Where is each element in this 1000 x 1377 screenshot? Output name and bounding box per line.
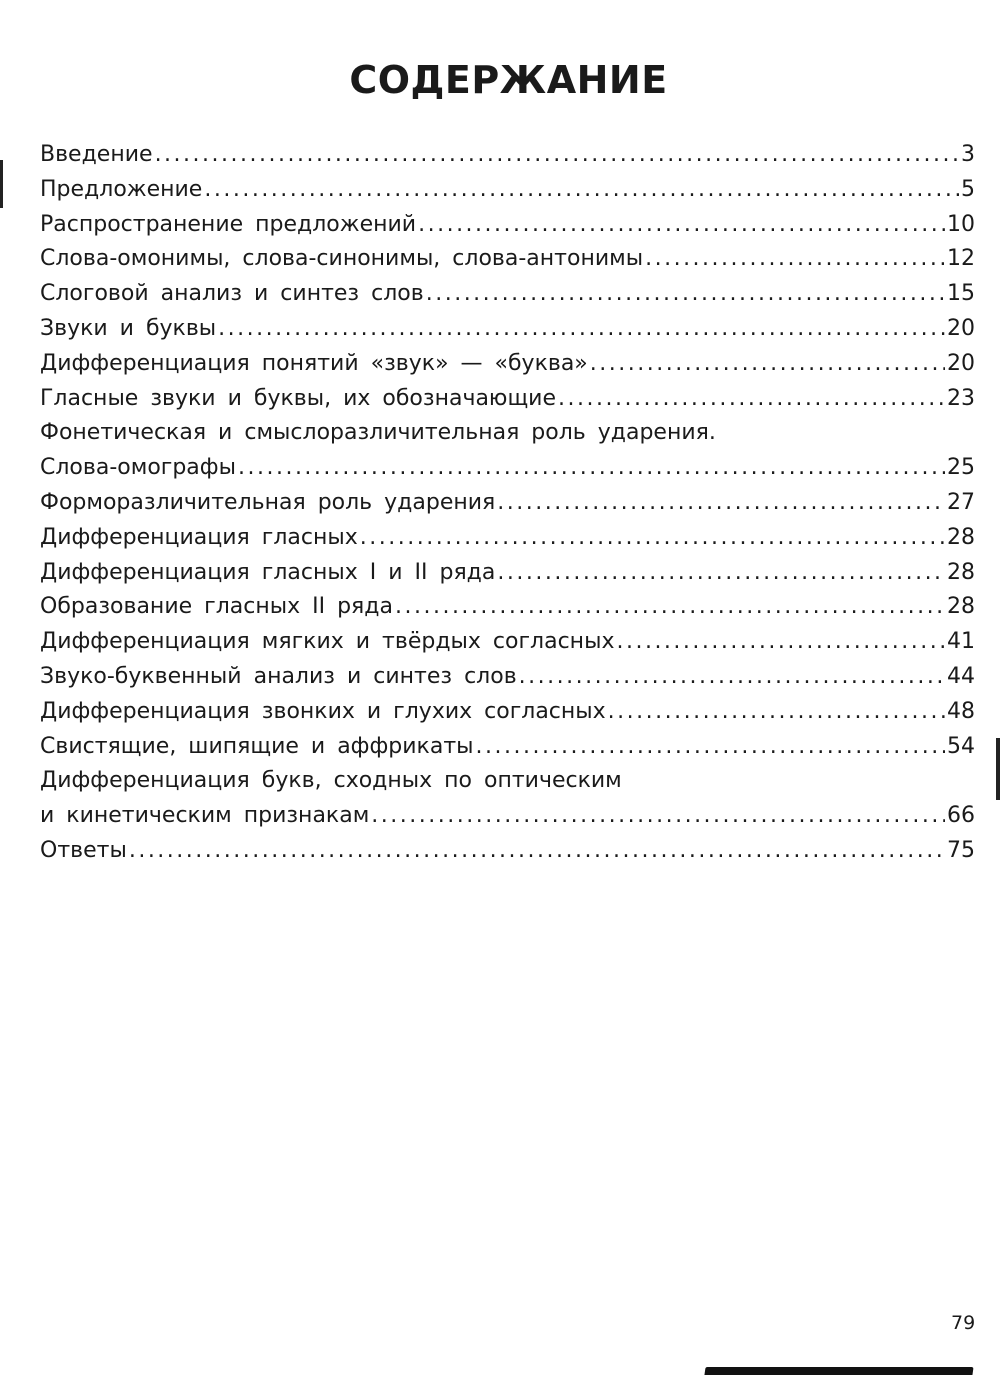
dot-leader bbox=[497, 556, 945, 591]
toc-entry-page: 28 bbox=[947, 559, 975, 585]
toc-entry bbox=[40, 312, 975, 347]
toc-entry-title: Гласные звуки и буквы, их обозначающие bbox=[40, 385, 557, 411]
toc-entry-title: Дифференциация понятий «звук» — «буква» bbox=[40, 350, 588, 376]
dot-leader bbox=[155, 138, 959, 173]
toc-entry bbox=[40, 138, 975, 173]
toc-entry bbox=[40, 277, 975, 312]
toc-entry-title: Дифференциация гласных bbox=[40, 524, 358, 550]
dot-leader bbox=[418, 208, 945, 243]
toc-entry-page: 12 bbox=[947, 246, 975, 272]
toc-entry-page: 28 bbox=[947, 594, 975, 620]
toc-entry-page: 15 bbox=[947, 281, 975, 307]
toc-entry-page: 3 bbox=[961, 142, 975, 167]
toc-entry-page: 5 bbox=[961, 176, 975, 202]
toc-entry-page: 20 bbox=[947, 350, 975, 376]
dot-leader bbox=[395, 590, 945, 625]
toc-entry-title: Дифференциация гласных I и II ряда bbox=[40, 559, 496, 585]
toc-entry-page: 48 bbox=[947, 698, 975, 724]
dot-leader bbox=[645, 242, 945, 277]
page-title: СОДЕРЖАНИЕ bbox=[349, 58, 668, 102]
dot-leader bbox=[218, 312, 945, 347]
toc-entry-page: 75 bbox=[947, 837, 975, 863]
dot-leader bbox=[497, 486, 945, 521]
toc-entry-title: Образование гласных II ряда bbox=[40, 594, 393, 620]
scan-edge-mark bbox=[704, 1367, 973, 1375]
dot-leader bbox=[519, 660, 945, 695]
toc-entry bbox=[40, 173, 975, 208]
toc-entry-page: 23 bbox=[947, 385, 975, 411]
table-of-contents bbox=[40, 138, 975, 869]
toc-entry-page: 28 bbox=[947, 524, 975, 550]
toc-entry-title: Предложение bbox=[40, 176, 203, 202]
dot-leader bbox=[608, 695, 945, 730]
toc-entry bbox=[40, 486, 975, 521]
dot-leader bbox=[360, 521, 945, 556]
toc-entry-title: Дифференциация букв, сходных по оптическим bbox=[40, 768, 622, 794]
dot-leader bbox=[476, 730, 945, 765]
toc-entry bbox=[40, 347, 975, 382]
toc-entry-page: 44 bbox=[947, 663, 975, 689]
toc-entry-title: Дифференциация звонких и глухих согласных bbox=[40, 698, 606, 724]
toc-entry bbox=[40, 730, 975, 765]
dot-leader bbox=[590, 347, 945, 382]
dot-leader bbox=[616, 625, 945, 660]
toc-entry bbox=[40, 521, 975, 556]
toc-entry-title: Звуки и буквы bbox=[40, 315, 217, 341]
dot-leader bbox=[371, 799, 945, 834]
toc-entry bbox=[40, 695, 975, 730]
toc-entry bbox=[40, 799, 975, 834]
toc-entry bbox=[40, 764, 975, 799]
dot-leader bbox=[426, 277, 945, 312]
toc-entry-page: 41 bbox=[947, 629, 975, 655]
toc-entry bbox=[40, 556, 975, 591]
toc-entry-title: Свистящие, шипящие и аффрикаты bbox=[40, 733, 474, 759]
toc-entry-page: 20 bbox=[947, 315, 975, 341]
dot-leader bbox=[558, 382, 945, 417]
toc-entry-title: Введение bbox=[40, 142, 153, 167]
dot-leader bbox=[129, 834, 945, 869]
toc-entry bbox=[40, 660, 975, 695]
toc-entry-title: Фонетическая и смыслоразличительная роль ударения. bbox=[40, 420, 716, 446]
toc-entry-page: 54 bbox=[947, 733, 975, 759]
toc-entry-page: 27 bbox=[947, 489, 975, 515]
toc-entry-title: Слоговой анализ и синтез слов bbox=[40, 281, 424, 307]
toc-entry-title: Слова-омографы bbox=[40, 455, 236, 481]
toc-entry-title: Распространение предложений bbox=[40, 211, 417, 237]
toc-entry bbox=[40, 242, 975, 277]
dot-leader bbox=[204, 173, 959, 208]
dot-leader bbox=[238, 451, 945, 486]
scan-edge-mark bbox=[0, 160, 3, 208]
toc-entry-page: 10 bbox=[947, 211, 975, 237]
toc-entry bbox=[40, 834, 975, 869]
toc-entry-title: Слова-омонимы, слова-синонимы, слова-антонимы bbox=[40, 246, 644, 272]
toc-entry bbox=[40, 451, 975, 486]
page-number: 79 bbox=[951, 1312, 976, 1334]
toc-entry-page: 25 bbox=[947, 455, 975, 481]
scan-edge-mark bbox=[996, 738, 1000, 800]
toc-entry-title: и кинетическим признакам bbox=[40, 803, 370, 829]
toc-entry-title: Дифференциация мягких и твёрдых согласных bbox=[40, 629, 615, 655]
toc-entry-title: Форморазличительная роль ударения bbox=[40, 489, 496, 515]
toc-entry bbox=[40, 382, 975, 417]
toc-entry bbox=[40, 208, 975, 243]
toc-entry-page: 66 bbox=[947, 803, 975, 829]
toc-entry-title: Ответы bbox=[40, 837, 127, 863]
toc-entry bbox=[40, 625, 975, 660]
toc-entry-title: Звуко-буквенный анализ и синтез слов bbox=[40, 663, 517, 689]
toc-entry bbox=[40, 416, 975, 451]
toc-entry bbox=[40, 590, 975, 625]
